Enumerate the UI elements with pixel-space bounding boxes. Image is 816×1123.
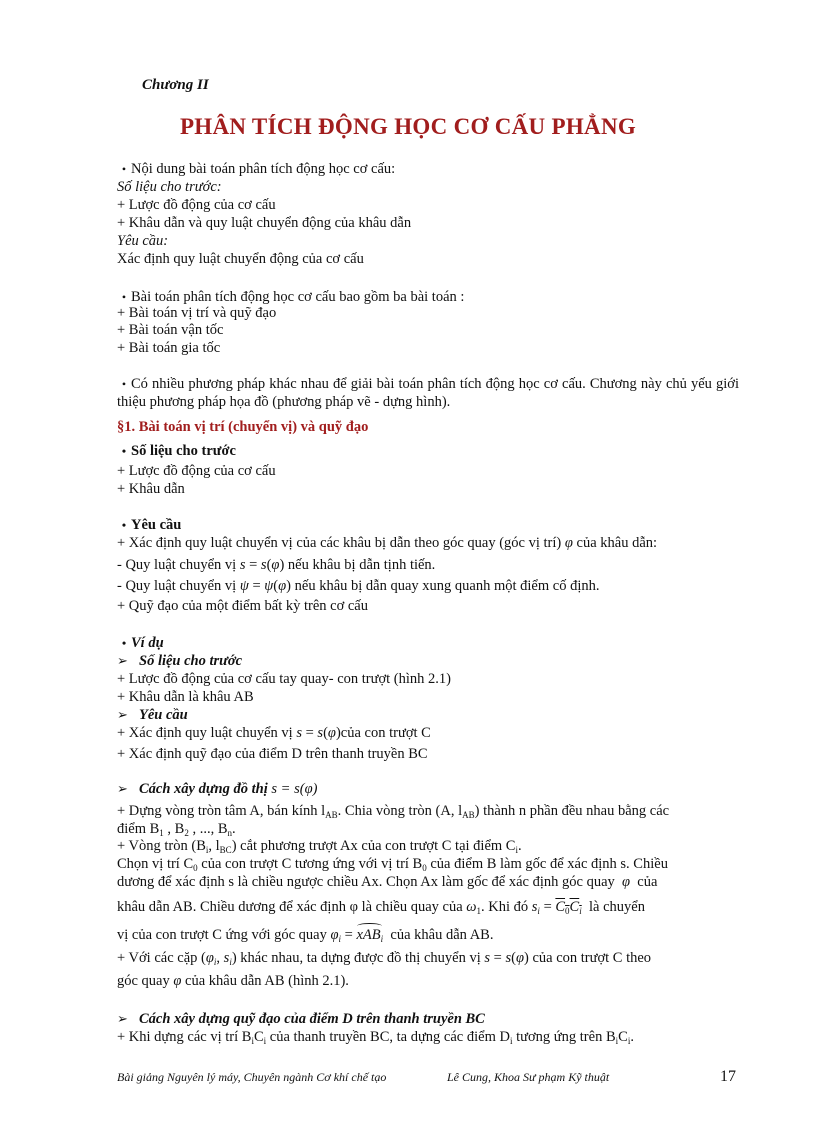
example-req-text: Yêu cầu xyxy=(139,707,188,723)
problems-text: Bài toán phân tích động học cơ cấu bao gồm ba bài toán : xyxy=(131,289,465,305)
graph-heading: ➢ Cách xây dựng đồ thị s = s(φ) xyxy=(117,780,317,798)
graph-paragraph: + Với các cặp ($\varphi_i$, $s_i$) khác nhau, ta dựng được đồ thị chuyển vị s = s(φ) của con trượt C theo xyxy=(117,950,652,967)
problem-item: + Bài toán gia tốc xyxy=(117,340,221,356)
req-text: nếu khâu bị dẫn tịnh tiến. xyxy=(287,557,436,573)
chapter-title: PHÂN TÍCH ĐỘNG HỌC CƠ CẤU PHẲNG xyxy=(179,114,637,139)
requirement-label: Yêu cầu: xyxy=(117,233,169,249)
requirement-heading xyxy=(117,516,181,534)
intro-bullet xyxy=(117,160,395,178)
graph-text: của khâu dẫn AB. xyxy=(390,927,494,943)
graph-text: vị của con trượt C ứng với góc quay xyxy=(117,927,327,943)
graph-text: + Dựng vòng tròn tâm A, bán kính l xyxy=(117,803,326,819)
graph-text: khâu dẫn AB. Chiều dương để xác định φ là chiều quay của xyxy=(117,899,463,915)
example-item: + Khâu dẫn là khâu AB xyxy=(117,689,254,705)
graph-text: dương để xác định s là chiều ngược chiều Ax. Chọn Ax làm gốc để xác định góc quay xyxy=(117,874,615,890)
graph-text: . Khi đó xyxy=(481,899,529,915)
graph-text: của điểm B làm gốc để xác định s. Chiều xyxy=(426,856,668,872)
graph-text: góc quay xyxy=(117,973,170,989)
given-heading-text: Số liệu cho trước xyxy=(131,443,236,459)
example-heading-text: Ví dụ xyxy=(131,635,164,651)
example-given-heading xyxy=(117,652,242,670)
given-item: + Lược đồ động của cơ cấu xyxy=(117,463,276,479)
graph-text: là chuyển xyxy=(588,899,645,915)
trajectory-heading-text: Cách xây dựng quỹ đạo của điểm D trên thanh truyền BC xyxy=(139,1011,485,1027)
traj-text: C xyxy=(253,1029,264,1045)
requirement-item: - Quy luật chuyển vị ψ = ψ(φ) nếu khâu bị dẫn quay xung quanh một điểm cố định. xyxy=(117,578,600,594)
traj-text: C xyxy=(618,1029,628,1045)
traj-text: + Khi dựng các vị trí B xyxy=(117,1029,252,1045)
req-text: nếu khâu bị dẫn quay xung quanh một điểm cố định. xyxy=(294,578,600,594)
graph-paragraph: + Dựng vòng tròn tâm A, bán kính $l_{AB}$. Chia vòng tròn (A, $l_{AB}$) thành n phần đều nhau bằng các xyxy=(117,803,670,820)
intro-text: Nội dung bài toán phân tích động học cơ cấu: xyxy=(131,161,396,177)
graph-paragraph: điểm $B_1$ , $B_2$ , ..., $B_n$. xyxy=(117,821,236,838)
graph-text: . Chia vòng tròn (A, l xyxy=(337,803,463,819)
traj-text: tương ứng trên B xyxy=(512,1029,616,1045)
req-text: - Quy luật chuyển vị xyxy=(117,578,237,594)
intro-item: Xác định quy luật chuyển động của cơ cấu xyxy=(117,251,364,267)
methods-text: Có nhiều phương pháp khác nhau để giải bài toán phân tích động học cơ cấu. Chương này chủ yếu giới thiệu phương pháp họa đồ (phương pháp vẽ - dựng hình). xyxy=(117,376,739,410)
graph-paragraph: + Vòng tròn ($B_i$, $l_{BC}$) cắt phương trượt Ax của con trượt C tại điểm $C_i$. xyxy=(117,838,522,855)
graph-text: , l xyxy=(208,838,220,854)
graph-paragraph: dương để xác định s là chiều ngược chiều Ax. Chọn Ax làm gốc để xác định góc quay φ của xyxy=(117,874,658,890)
graph-heading-text: Cách xây dựng đồ thị xyxy=(139,781,268,797)
intro-item: + Lược đồ động của cơ cấu xyxy=(117,197,276,213)
graph-paragraph: Chọn vị trí $C_0$ của con trượt C tương ứng với vị trí $B_0$ của điểm B làm gốc để xác định s. Chiều xyxy=(117,856,668,873)
graph-text: + Vòng tròn (B xyxy=(117,838,206,854)
example-heading xyxy=(117,634,164,652)
graph-paragraph: góc quay φ của khâu dẫn AB (hình 2.1). xyxy=(117,973,349,989)
chapter-label: Chương II xyxy=(142,77,209,93)
traj-text: của thanh truyền BC, ta dựng các điểm D xyxy=(266,1029,510,1045)
graph-paragraph: vị của con trượt C ứng với góc quay $\varphi_i = xAB_i$ của khâu dẫn AB. xyxy=(117,927,494,944)
problem-item: + Bài toán vận tốc xyxy=(117,322,224,338)
example-req-heading xyxy=(117,706,188,724)
example-text: + Xác định quy luật chuyển vị xyxy=(117,725,293,741)
example-given-text: Số liệu cho trước xyxy=(139,653,243,669)
req-text: của khâu dẫn: xyxy=(576,535,658,551)
example-item: + Lược đồ động của cơ cấu tay quay- con trượt (hình 2.1) xyxy=(117,671,451,687)
graph-text: điểm B xyxy=(117,821,160,837)
problem-item: + Bài toán vị trí và quỹ đạo xyxy=(117,305,277,321)
graph-text: của con trượt C tương ứng với vị trí B xyxy=(197,856,423,872)
requirement-item: + Quỹ đạo của một điểm bất kỳ trên cơ cấu xyxy=(117,598,368,614)
req-text: + Xác định quy luật chuyển vị của các khâu bị dẫn theo góc quay (góc vị trí) xyxy=(117,535,562,551)
graph-text: ) cắt phương trượt Ax của con trượt C tại điểm C xyxy=(231,838,516,854)
graph-text: của con trượt C theo xyxy=(532,950,652,966)
graph-text: của xyxy=(637,874,658,890)
req-text: - Quy luật chuyển vị xyxy=(117,557,237,573)
given-heading xyxy=(117,442,236,460)
requirement-heading-text: Yêu cầu xyxy=(131,517,182,533)
graph-paragraph: khâu dẫn AB. Chiều dương để xác định φ là chiều quay của $\omega_1$. Khi đó $s_i = C_0C_i$ là chuyển xyxy=(117,899,645,916)
requirement-item: - Quy luật chuyển vị s = s(φ) nếu khâu bị dẫn tịnh tiến. xyxy=(117,557,436,573)
page-number: 17 xyxy=(720,1068,736,1085)
trajectory-paragraph: + Khi dựng các vị trí $B_iC_i$ của thanh truyền BC, ta dựng các điểm $D_i$ tương ứng trên $B_iC_i$. xyxy=(117,1029,634,1046)
section-heading: §1. Bài toán vị trí (chuyển vị) và quỹ đạo xyxy=(117,419,369,435)
example-item: + Xác định quỹ đạo của điểm D trên thanh truyền BC xyxy=(117,746,428,762)
methods-paragraph xyxy=(117,375,739,411)
example-item: + Xác định quy luật chuyển vị s = s(φ)của con trượt C xyxy=(117,725,431,741)
intro-item: + Khâu dẫn và quy luật chuyển động của khâu dẫn xyxy=(117,215,412,231)
graph-text: Chọn vị trí C xyxy=(117,856,194,872)
given-label: Số liệu cho trước: xyxy=(117,179,222,195)
graph-text: + Với các cặp xyxy=(117,950,198,966)
given-item: + Khâu dẫn xyxy=(117,481,185,497)
footer-course: Bài giảng Nguyên lý máy, Chuyên ngành Cơ khí chế tạo xyxy=(117,1070,387,1084)
graph-text: của khâu dẫn AB (hình 2.1). xyxy=(185,973,349,989)
trajectory-heading xyxy=(117,1010,485,1028)
footer-author: Lê Cung, Khoa Sư phạm Kỹ thuật xyxy=(447,1070,610,1084)
traj-text: . xyxy=(630,1029,634,1045)
graph-text: ) thành n phần đều nhau bằng các xyxy=(474,803,670,819)
example-text: của con trượt C xyxy=(340,725,431,741)
requirement-item: + Xác định quy luật chuyển vị của các khâu bị dẫn theo góc quay (góc vị trí) φ của khâu dẫn: xyxy=(117,535,658,551)
graph-text: khác nhau, ta dựng được đồ thị chuyển vị xyxy=(240,950,481,966)
